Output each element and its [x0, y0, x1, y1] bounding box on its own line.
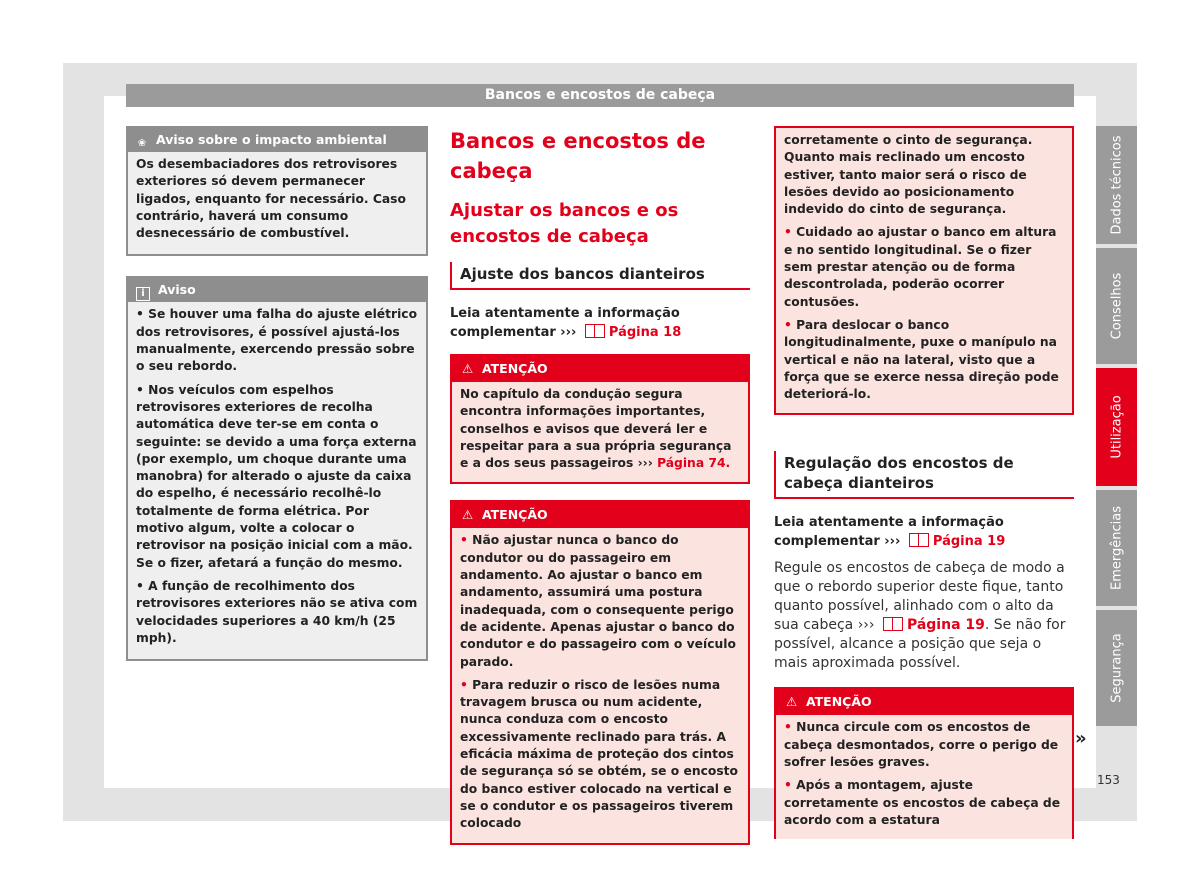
info-icon: i — [136, 287, 150, 301]
page-link[interactable]: Página 19 — [932, 534, 1006, 550]
warning-box — [450, 500, 750, 844]
section-title: Ajustar os bancos e os encostos de cabeça — [450, 200, 679, 247]
warning-text: corretamente o cinto de segurança. Quanto mais reclinado um encosto estiver, tanto maior será o risco de lesões devido ao posicionamento indevido do cinto de segurança. — [784, 133, 1033, 217]
note-item: • Se houver uma falha do ajuste elétrico dos retrovisores, é possível ajustá-los manualmente, exercendo pressão sobre o seu rebordo. — [136, 307, 418, 374]
warning-item: • Para reduzir o risco de lesões numa travagem brusca ou num acidente, nunca conduza com o encosto excessivamente reclinado para trás. A eficácia máxima de proteção dos cintos de segurança só se obtém, se o encosto do banco estiver colocado na vertical e se o condutor e os passageiros tiverem colocado — [460, 677, 738, 831]
right-column — [774, 126, 1074, 839]
warning-item: • Não ajustar nunca o banco do condutor ou do passageiro em andamento. Ao ajustar o banco em andamento, assumirá uma postura inadequada, com o consequente perigo de acidente. Apenas ajustar o banco do condutor e do passageiro com o veículo parado. — [460, 533, 736, 669]
warning-item: • Para deslocar o banco longitudinalmente, puxe o manípulo na vertical e não na lateral, visto que a força que se exerce nessa direção pode deteriorá-lo. — [784, 317, 1059, 402]
middle-column — [450, 126, 750, 845]
book-icon — [909, 533, 929, 547]
warning-item: • Cuidado ao ajustar o banco em altura e no sentido longitudinal. Se o fizer sem prestar atenção ou de forma descontrolada, poderão ocorrer contusões. — [784, 225, 1057, 309]
book-icon — [585, 324, 605, 338]
subsection-title: Regulação dos encostos de cabeça dianteiros — [774, 451, 1074, 499]
book-icon — [883, 617, 903, 631]
reference-line: Leia atentamente a informação complementar ››› Página 18 — [450, 306, 682, 340]
tab-emergencias[interactable]: Emergências — [1096, 490, 1137, 606]
continue-icon: » — [1075, 728, 1087, 749]
chapter-title: Bancos e encostos de cabeça — [450, 129, 706, 183]
note-title: Aviso — [158, 282, 196, 298]
note-box — [126, 276, 428, 661]
tab-seguranca[interactable]: Segurança — [1096, 610, 1137, 726]
leaf-icon: ❀ — [137, 138, 147, 149]
warning-icon: ⚠ — [462, 507, 474, 523]
warning-text: No capítulo da condução segura encontra informações importantes, conselhos e avisos que deverá ler e respeitar para a sua própria segurança e a dos seus passageiros ››› Página 74. — [460, 387, 732, 471]
body-paragraph: Regule os encostos de cabeça de modo a que o rebordo superior deste fique, tanto quanto possível, alinhado com o alto da sua cabeça ››› Página 19. Se não for possível, alcance a posição que seja o mais aproximada possível. — [774, 560, 1066, 672]
env-notice-text: Os desembaciadores dos retrovisores exteriores só devem permanecer ligados, enquanto for necessário. Caso contrário, haverá um consumo desnecessário de combustível. — [136, 157, 406, 241]
tab-conselhos[interactable]: Conselhos — [1096, 248, 1137, 364]
env-notice-title: Aviso sobre o impacto ambiental — [156, 132, 387, 147]
note-item: • Nos veículos com espelhos retrovisores exteriores de recolha automática deve ter-se em conta o seguinte: se devido a uma força externa (por exemplo, um choque durante uma manobra) for alterado o ajuste da caixa do espelho, é necessário recolhê-lo totalmente de forma elétrica. Por motivo algum, volte a colocar o retrovisor na posição inicial com a mão. Se o fizer, afetará a função do mesmo. — [136, 382, 417, 570]
tab-dados-tecnicos[interactable]: Dados técnicos — [1096, 126, 1137, 244]
warning-box — [774, 687, 1074, 839]
subsection-title: Ajuste dos bancos dianteiros — [450, 262, 750, 290]
page-number: 153 — [1097, 773, 1120, 787]
warning-item: • Nunca circule com os encostos de cabeça desmontados, corre o perigo de sofrer lesões graves. — [784, 720, 1059, 770]
warning-header: ⚠ ATENÇÃO — [452, 356, 748, 382]
note-item: • A função de recolhimento dos retrovisores exteriores não se ativa com velocidades superiores a 40 km/h (25 mph). — [136, 578, 418, 645]
warning-header: ⚠ ATENÇÃO — [776, 689, 1072, 715]
warning-item: • Após a montagem, ajuste corretamente os encostos de cabeça de acordo com a estatura — [784, 778, 1061, 827]
warning-icon: ⚠ — [786, 694, 798, 710]
note-header — [128, 278, 426, 302]
tab-utilizacao[interactable]: Utilização — [1096, 368, 1137, 486]
warning-box-continued — [774, 126, 1074, 415]
env-notice-box — [126, 126, 428, 256]
reference-line: Leia atentamente a informação complementar ››› Página 19 — [774, 515, 1006, 550]
warning-header: ⚠ ATENÇÃO — [452, 502, 748, 528]
section-header: Bancos e encostos de cabeça — [126, 84, 1074, 107]
page-link[interactable]: Página 74. — [657, 456, 731, 471]
env-notice-header — [128, 128, 426, 152]
left-column — [126, 126, 428, 661]
page-link[interactable]: Página 19 — [906, 617, 985, 634]
warning-box — [450, 354, 750, 484]
page-link[interactable]: Página 18 — [608, 325, 682, 340]
warning-icon: ⚠ — [462, 361, 474, 376]
